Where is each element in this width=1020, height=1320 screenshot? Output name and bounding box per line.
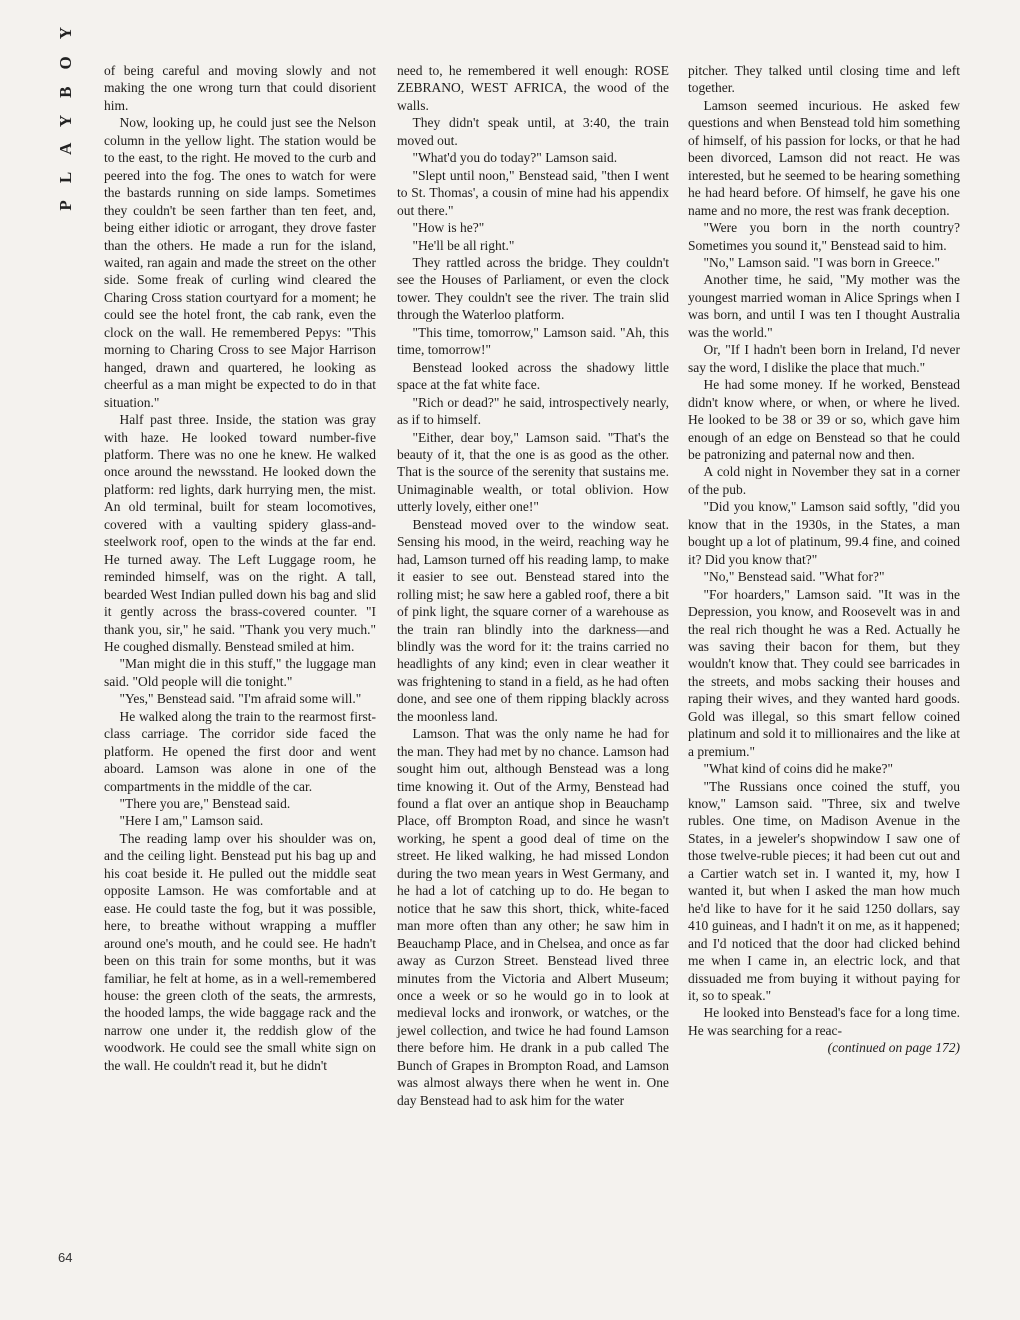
paragraph: "Either, dear boy," Lamson said. "That's the beauty of it, that the one is as good as the other. That is the source of the serenity that sustains me. Unimaginable wealth, or total oblivion. How utterly lovely, either one!"	[397, 429, 669, 515]
paragraph: "Slept until noon," Benstead said, "then I went to St. Thomas', a cousin of mine had his appendix out there."	[397, 167, 669, 218]
paragraph: "There you are," Benstead said.	[119, 796, 291, 812]
paragraph: Lamson. That was the only name he had for the man. They had met by no chance. Lamson had sought him out, although Benstead was a long time knowing it. Out of the Army, Benstead had found a flat over an antique shop in Beauchamp Place, off Brompton Road, and since he wasn't working, he spent a good deal of time on the street. He liked walking, he had missed London during the two mean years in West Germany, and he had a lot of catching up to do. He began to notice that he saw this short, thick, white-faced man more often than any other; he saw him in Beauchamp Place, and in Chelsea, and once as far away as Curzon Street. Benstead lived three minutes from the Victoria and Albert Museum; once a week or so he would go in to look at medieval locks and ironwork, or watches, or the jewel collection, and twice he had found Lamson there before him. He drank in a pub called The Bunch of Grapes in Brompton Road, and Lamson was almost always there when he went in. One day Benstead had to ask him for the water	[397, 726, 669, 1108]
paragraph: Benstead looked across the shadowy little space at the fat white face.	[397, 359, 669, 393]
paragraph: "Here I am," Lamson said.	[119, 813, 264, 829]
text-column-3	[688, 62, 960, 1057]
paragraph: The reading lamp over his shoulder was on, and the ceiling light. Benstead put his bag up and his coat beside it. He pulled out the middle seat opposite Lamson. He was comfortable and at ease. He could taste the fog, but it was possible, here, to breathe without wrapping a muffler around one's mouth, and he could see. He hadn't been on this train for some months, but it was familiar, he felt at home, as in a well-remembered house: the green cloth of the seats, the armrests, the hooded lamps, the wide baggage rack and the narrow one under it, the reddish glow of the woodwork. He could see the small white sign on the wall. He couldn't read it, but he didn't	[104, 830, 376, 1073]
paragraph: They rattled across the bridge. They couldn't see the Houses of Parliament, or even the clock tower. They couldn't see the river. The train slid through the Waterloo platform.	[397, 254, 669, 323]
paragraph: Or, "If I hadn't been born in Ireland, I'd never say the word, I dislike the place that much."	[688, 342, 960, 375]
paragraph: Lamson seemed incurious. He asked few questions and when Benstead told him something of himself, of his passion for locks, or that he had been divorced, Lamson did not react. He was interested, but he seemed to be hearing something he had heard before. Of himself, he gave his one name and no more, the rest was frank deception.	[688, 97, 960, 218]
paragraph: "Man might die in this stuff," the luggage man said. "Old people will die tonight."	[104, 656, 376, 689]
paragraph: "This time, tomorrow," Lamson said. "Ah, this time, tomorrow!"	[397, 324, 669, 358]
paragraph: pitcher. They talked until closing time and left together.	[688, 63, 960, 96]
paragraph: "He'll be all right."	[412, 237, 515, 253]
paragraph: "For hoarders," Lamson said. "It was in the Depression, you know, and Roosevelt was in and the real rich thought he was a Red. Actually he was saving their bacon for them, but they wouldn't know that. They could see barricades in the streets, and mobs sacking their houses and raping their wives, and they wanted hard goods. Gold was illegal, so this smart fellow coined platinum and sold it to millionaires and the like at a premium."	[688, 586, 960, 759]
paragraph: He walked along the train to the rearmost first-class carriage. The corridor side faced the platform. He opened the first door and went aboard. Lamson was alone in one of the compartments in the middle of the car.	[104, 708, 376, 794]
magazine-name: PLAYBOY	[56, 10, 75, 211]
paragraph: "No," Lamson said. "I was born in Greece."	[703, 254, 940, 270]
paragraph: "Rich or dead?" he said, introspectively nearly, as if to himself.	[397, 394, 669, 428]
continued-note: (continued on page 172)	[827, 1040, 960, 1056]
paragraph: "Were you born in the north country? Sometimes you sound it," Benstead said to him.	[688, 220, 960, 253]
paragraph: "How is he?"	[412, 220, 485, 236]
paragraph: "What'd you do today?" Lamson said.	[412, 150, 618, 166]
paragraph: Benstead moved over to the window seat. Sensing his mood, in the weird, reaching way he had, Lamson turned off his reading lamp, to make it easier to see out. Benstead stared into the rolling mist; he saw here a gabled roof, there a bit of pink light, the square corner of a warehouse as the train ran blindly into the darkness—and blindly was the word for it: the trains carried no headlights of any kind; even in clear weather it was frightening to stand in a field, as he had often done, and see one of them ripping blackly across the moonless land.	[397, 516, 669, 724]
paragraph: of being careful and moving slowly and not making the one wrong turn that could disorient him.	[104, 63, 376, 113]
paragraph: He had some money. If he worked, Benstead didn't know where, or when, or where he lived. He looked to be 38 or 39 or so, which gave him enough of an edge on Benstead so that he could be patronizing and paternal now and then.	[688, 377, 960, 462]
paragraph: "What kind of coins did he make?"	[703, 761, 893, 777]
paragraph: need to, he remembered it well enough: ROSE ZEBRANO, WEST AFRICA, the wood of the walls.	[397, 63, 669, 113]
paragraph: A cold night in November they sat in a corner of the pub.	[688, 464, 960, 497]
paragraph: Now, looking up, he could just see the Nelson column in the yellow light. The station would be to the east, to the right. He moved to the curb and peered into the fog. The ones to watch for were the bastards running on side lamps. Sometimes they couldn't be seen farther than ten feet, and, being either idiotic or arrogant, they drove faster than the others. He made a run for the island, waited, ran again and made the street on the other side. Some freak of curling wind cleared the Charing Cross station courtyard for a moment; he could see the hotel front, the cab rank, even the clock on the wall. He remembered Pepys: "This morning to Charing Cross to see Major Harrison hanged, drawn and quartered, he looking as cheerful as a man might be expected to do in that situation."	[104, 115, 376, 410]
text-column-1	[104, 62, 376, 1074]
paragraph: He looked into Benstead's face for a long time. He was searching for a reac-	[688, 1005, 960, 1038]
page-number: 64	[58, 1250, 73, 1265]
paragraph: Half past three. Inside, the station was gray with haze. He looked toward number-five platform. There was no one he knew. He walked once around the newsstand. He looked down the platform: red lights, dark hurrying men, the mist. An old terminal, built for steam locomotives, covered with a vaulting spidery glass-and-steelwork roof, open to the winds at the far end. He turned away. The Left Luggage room, he reminded himself, was on the right. A tall, bearded West Indian pulled down his bag and slid it gently across the brass-covered counter. "I thank you, sir," he said. "Thank you very much." He coughed dismally. Benstead smiled at him.	[104, 412, 376, 654]
paragraph: Another time, he said, "My mother was the youngest married woman in Alice Springs when I was born, and until I was ten I thought Australia was the world."	[688, 272, 960, 340]
paragraph: "The Russians once coined the stuff, you know," Lamson said. "Three, six and twelve rubles. One time, on Madison Avenue in the States, in a jeweler's shopwindow I saw one of those twelve-ruble pieces; it had been cut out and a Cartier watch set in. I wanted it, my, how I wanted it, but when I asked the man how much he'd like to have for it he said 1250 dollars, say 410 guineas, and I hadn't it on me, as it happened; and I'd noticed that the door had clicked behind me when I came in, an electric lock, and that dissuaded me from buying it without paying for it, so to speak."	[688, 778, 960, 1004]
paragraph: "No," Benstead said. "What for?"	[703, 569, 885, 585]
paragraph: "Yes," Benstead said. "I'm afraid some will."	[119, 691, 362, 707]
paragraph: "Did you know," Lamson said softly, "did you know that in the 1930s, in the States, a man bought up a lot of platinum, 99.4 fine, and coined it? Did you know that?"	[688, 499, 960, 567]
text-column-2	[397, 62, 669, 1109]
paragraph: They didn't speak until, at 3:40, the train moved out.	[397, 115, 669, 148]
